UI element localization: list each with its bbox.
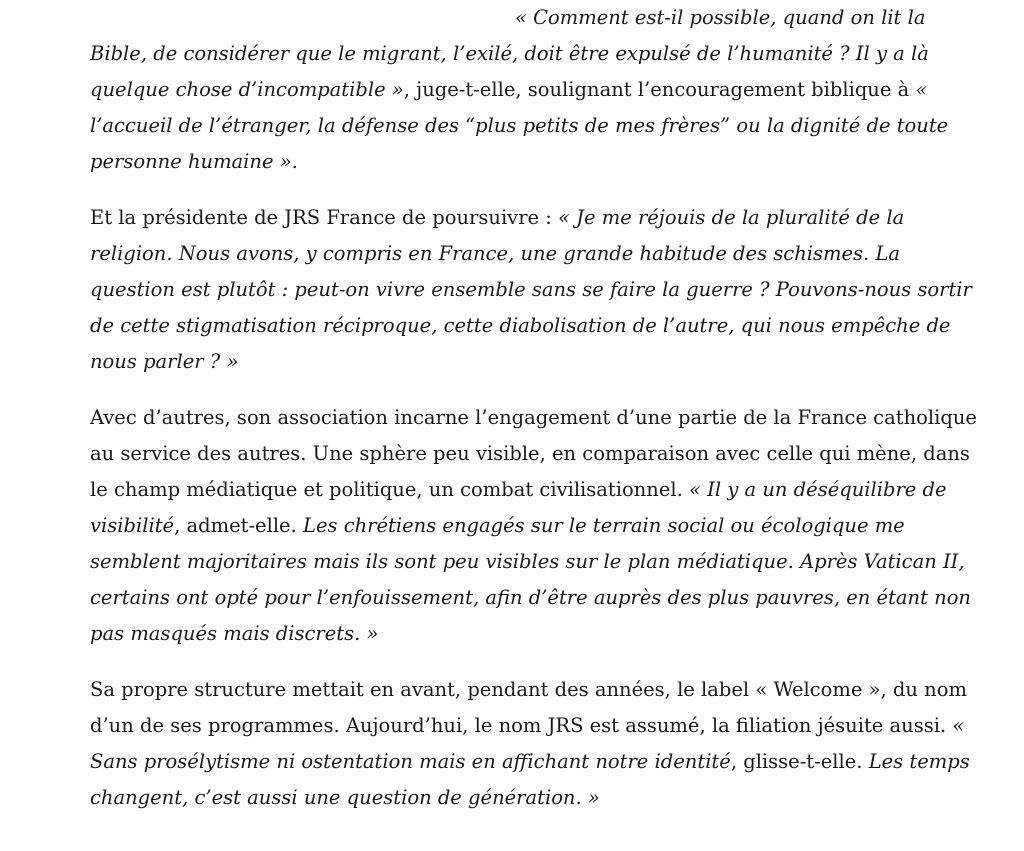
article-body xyxy=(90,0,980,836)
paragraph-1 xyxy=(90,0,980,180)
paragraph-4 xyxy=(90,672,980,816)
quote-segment: « l’accueil de l’étranger, la défense des “plus petits de mes frères” ou la dignité de toute personne humaine » xyxy=(90,78,949,173)
text-segment: Avec d’autres, son association incarne l’engagement d’une partie de la France catholique au service des autres. Une sphère peu visible, en comparaison avec celle qui mène, dans le champ médiatique et politique, un combat civilisationnel. xyxy=(90,406,977,501)
text-segment: , juge-t-elle, soulignant l’encouragement biblique à xyxy=(403,78,916,101)
quote-segment: « Je me réjouis de la pluralité de la religion. Nous avons, y compris en France, une grande habitude des schismes. La question est plutôt : peut-on vivre ensemble sans se faire la guerre ? Pouvons-nous sortir de cette stigmatisation réciproque, cette diabolisation de l’autre, qui nous empêche de nous parler ? » xyxy=(90,206,972,373)
quote-segment: Les chrétiens engagés sur le terrain social ou écologique me semblent majoritaires mais ils sont peu visibles sur le plan médiatique. Après Vatican II, certains ont opté pour l’enfouissement, afin d’être auprès des plus pauvres, en étant non pas masqués mais discrets. » xyxy=(90,514,971,645)
quote-segment: « Il y a un déséquilibre de visibilité xyxy=(90,478,947,537)
text-segment: , admet-elle. xyxy=(174,514,303,537)
text-segment: . xyxy=(291,150,298,173)
quote-segment: « Comment est-il possible, quand on lit la Bible, de considérer que le migrant, l’exilé, doit être expulsé de l’humanité ? Il y a là quelque chose d’incompatible » xyxy=(90,6,929,101)
quote-segment: « Sans prosélytisme ni ostentation mais en affichant notre identité xyxy=(90,714,965,773)
text-segment: , glisse-t-elle. xyxy=(730,750,869,773)
paragraph-3 xyxy=(90,400,980,652)
text-segment: Et la présidente de JRS France de poursuivre : xyxy=(90,206,559,229)
quote-segment: Les temps changent, c’est aussi une question de génération. » xyxy=(90,750,970,809)
text-segment: Sa propre structure mettait en avant, pendant des années, le label « Welcome », du nom d’un de ses programmes. Aujourd’hui, le nom JRS est assumé, la filiation jésuite aussi. xyxy=(90,678,967,737)
paragraph-2 xyxy=(90,200,980,380)
